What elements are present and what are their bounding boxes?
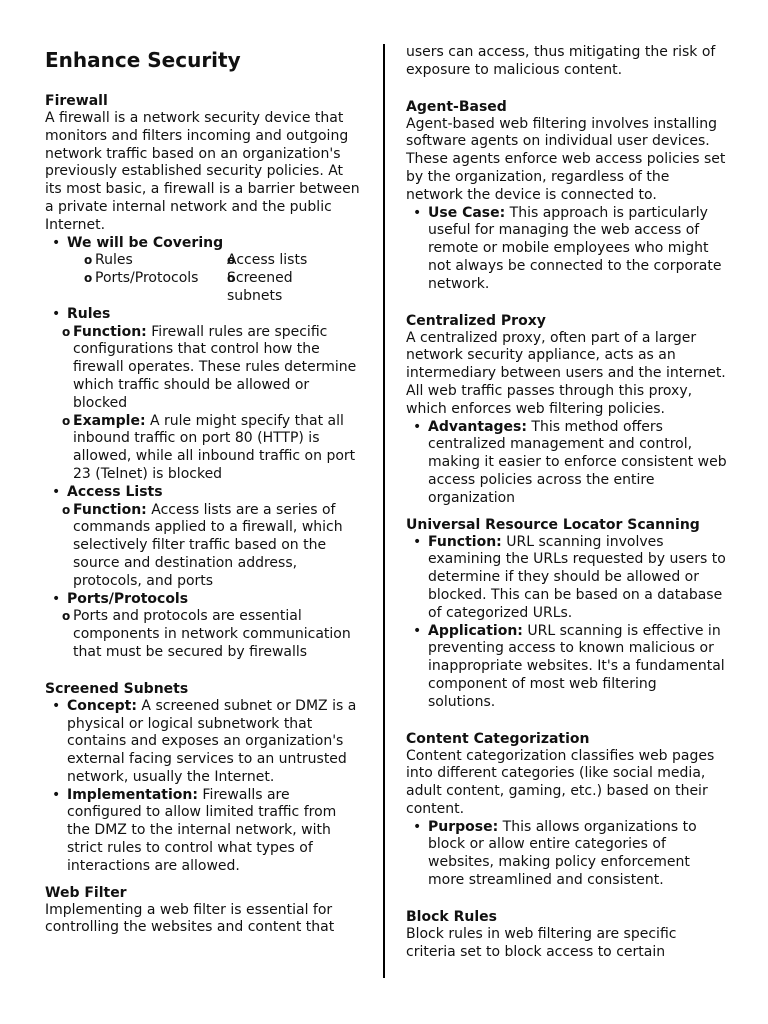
block-rules-heading: Block Rules <box>406 908 497 925</box>
use-case-text: This approach is particularly useful for managing the web access of remote or mobile employees who might not always be connected to the corporate network. <box>428 204 722 292</box>
covering-items <box>67 252 363 305</box>
concept-label: Concept: <box>67 697 137 714</box>
agent-based-section <box>406 98 728 294</box>
web-filter-section <box>45 884 363 938</box>
covering-item-screened-subnets: o Screened subnets <box>210 270 320 306</box>
rules-example-text: A rule might specify that all inbound traffic on port 80 (HTTP) is allowed, while all inbound traffic on port 23 (Telnet) is blocked <box>73 412 356 482</box>
url-application-text: URL scanning is effective in preventing access to known malicious or inappropriate websites. It's a fundamental component of most web filtering solutions. <box>428 622 725 710</box>
rules-label: Rules <box>67 305 111 322</box>
implementation-label: Implementation: <box>67 786 198 803</box>
content-categorization-text: Content categorization classifies web pages into different categories (like social media, adult content, gaming, etc.) based on their content. <box>406 747 715 817</box>
centralized-proxy-section <box>406 312 728 508</box>
implementation-text: Firewalls are configured to allow limited traffic from the DMZ to the internal network, with strict rules to control what types of interactions are allowed. <box>67 786 337 874</box>
list-item-covering <box>45 235 363 306</box>
covering-item-rules: o Rules <box>67 252 210 270</box>
use-case-label: Use Case: <box>428 204 506 221</box>
url-function-label: Function: <box>428 533 502 550</box>
agent-based-text: Agent-based web filtering involves installing software agents on individual user devices. These agents enforce web access policies set by the organization, regardless of the network the device is connected to. <box>406 115 726 203</box>
screened-subnets-section <box>45 680 363 876</box>
concept-text: A screened subnet or DMZ is a physical or logical subnetwork that contains and exposes an organization's external facing services to an untrusted network, usually the Internet. <box>67 697 357 785</box>
rules-example-label: Example: <box>73 412 146 429</box>
content-categorization-section <box>406 730 728 890</box>
concept-item <box>45 698 363 787</box>
web-filter-text: Implementing a web filter is essential for controlling the websites and content that <box>45 901 335 936</box>
firewall-intro: A firewall is a network security device that monitors and filters incoming and outgoing network traffic based on an organization's previously established security policies. At its most basic, a firewall is a barrier between a private internal network and the public Internet. <box>45 110 360 233</box>
advantages-text: This method offers centralized management and control, making it easier to enforce consistent web access policies across the entire organization <box>428 418 727 506</box>
rules-function-label: Function: <box>73 323 147 340</box>
access-function-text: Access lists are a series of commands applied to a firewall, which selectively filter traffic based on the source and destination address, protocols, and ports <box>73 501 343 589</box>
use-case-item <box>406 205 728 294</box>
continuation-text: users can access, thus mitigating the risk of exposure to malicious content. <box>406 44 716 78</box>
advantages-item <box>406 419 728 508</box>
list-item-ports-protocols <box>45 591 363 609</box>
web-filter-heading: Web Filter <box>45 884 127 901</box>
url-function-text: URL scanning involves examining the URLs requested by users to determine if they should be allowed or blocked. This can be based on a database of categorized URLs. <box>428 533 726 621</box>
access-function-label: Function: <box>73 501 147 518</box>
right-column <box>406 44 728 961</box>
content-categorization-heading: Content Categorization <box>406 730 590 747</box>
agent-based-heading: Agent-Based <box>406 98 507 115</box>
advantages-label: Advantages: <box>428 418 527 435</box>
ports-protocols-label: Ports/Protocols <box>67 590 189 607</box>
purpose-item <box>406 819 728 890</box>
left-column <box>45 44 363 937</box>
url-application-label: Application: <box>428 622 523 639</box>
covering-item-ports: o Ports/Protocols <box>67 270 210 288</box>
access-function-item <box>45 502 363 591</box>
url-function-item <box>406 534 728 623</box>
ports-protocols-item <box>45 608 363 661</box>
purpose-label: Purpose: <box>428 818 499 835</box>
rules-example-item <box>45 413 363 484</box>
access-lists-label: Access Lists <box>67 483 163 500</box>
implementation-item <box>45 787 363 876</box>
column-divider <box>383 44 385 978</box>
page-title: Enhance Security <box>45 48 241 72</box>
url-application-item <box>406 623 728 712</box>
rules-function-text: Firewall rules are specific configurations that control how the firewall operates. These rules determine which traffic should be allowed or blocked <box>73 323 357 411</box>
purpose-text: This allows organizations to block or allow entire categories of websites, making policy enforcement more streamlined and consistent. <box>428 818 697 889</box>
covering-label: We will be Covering <box>67 234 224 251</box>
screened-subnets-heading: Screened Subnets <box>45 680 189 697</box>
centralized-proxy-text: A centralized proxy, often part of a larger network security appliance, acts as an intermediary between users and the internet. All web traffic passes through this proxy, which enforces web filtering policies. <box>406 329 726 417</box>
list-item-access-lists <box>45 484 363 502</box>
list-item-rules <box>45 306 363 324</box>
firewall-section <box>45 92 363 662</box>
firewall-list <box>45 235 363 662</box>
url-scanning-section <box>406 516 728 712</box>
centralized-proxy-heading: Centralized Proxy <box>406 312 546 329</box>
firewall-heading: Firewall <box>45 93 108 109</box>
block-rules-text: Block rules in web filtering are specific criteria set to block access to certain <box>406 925 677 960</box>
ports-protocols-text: Ports and protocols are essential components in network communication that must be secured by firewalls <box>73 608 351 660</box>
covering-item-access-lists: o Access lists <box>210 252 320 270</box>
block-rules-section <box>406 908 728 962</box>
rules-function-item <box>45 324 363 413</box>
url-scanning-heading: Universal Resource Locator Scanning <box>406 516 700 533</box>
